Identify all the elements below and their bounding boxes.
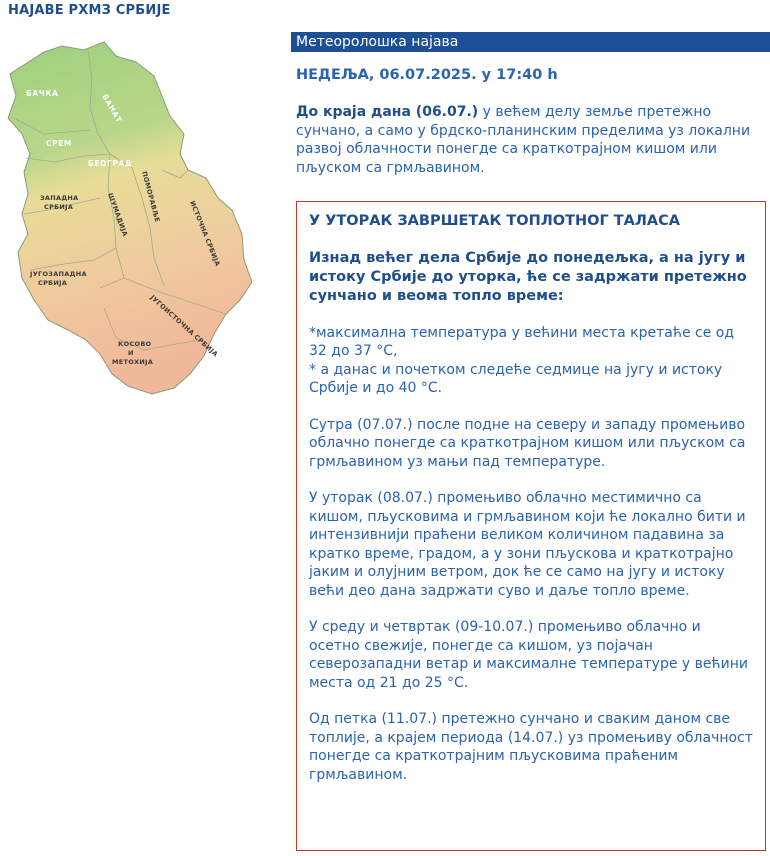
paragraph-friday: Од петка (11.07.) претежно сунчано и сваким даном све топлије, а крајем периода (14.07.) уз промењиву облачност понегде са краткотрајним пљусковима праћеним грмљавином.	[309, 711, 753, 783]
intro-bold: До краја дана (06.07.)	[296, 104, 479, 120]
region-label-jugozapadna-2: СРБИЈА	[38, 279, 68, 287]
region-label-backa: БАЧКА	[26, 89, 59, 98]
region-label-kosovo-2: И	[128, 349, 134, 357]
serbia-region-map[interactable]	[4, 38, 272, 398]
region-label-kosovo-1: КОСОВО	[118, 340, 152, 348]
bullet-1: *максимална температура у већини места кретаће се од 32 до 37 °C,	[309, 324, 735, 359]
region-label-kosovo-3: МЕТОХИЈА	[112, 358, 154, 366]
warning-heading: У УТОРАК ЗАВРШЕТАК ТОПЛОТНОГ ТАЛАСА	[309, 213, 681, 229]
region-label-jugoistocna: ЈУГОИСТОЧНА СРБИЈА	[148, 293, 220, 359]
bullet-2: * а данас и почетком следеће седмице на југу и истоку Србије и до 40 °C.	[309, 361, 723, 396]
region-label-jugozapadna-1: ЈУГОЗАПАДНА	[30, 270, 87, 278]
paragraph-tomorrow: Сутра (07.07.) после подне на северу и западу промењиво облачно понегде са краткотрајном кишом или пљуском са грмљавином уз мањи пад температуре.	[309, 416, 746, 470]
warning-subheading: Изнад већег дела Србије до понедељка, а на југу и истоку Србије до уторка, ће се задржати претежно сунчано и веома топло време:	[309, 249, 747, 304]
page-title: НАЈАВЕ РХМЗ СРБИЈЕ	[8, 3, 171, 18]
region-label-istocna: ИСТОЧНА СРБИЈА	[188, 199, 222, 268]
region-label-zapadna-2: СРБИЈА	[44, 203, 74, 211]
forecast-intro	[296, 103, 768, 177]
forecast-datetime: НЕДЕЉА, 06.07.2025. у 17:40 h	[296, 67, 558, 83]
section-title-bar: Метеоролошка најава	[291, 32, 770, 52]
temperature-bullets	[309, 324, 755, 398]
region-label-srem: СРЕМ	[46, 139, 72, 148]
paragraph-tuesday: У уторак (08.07.) промењиво облачно местимично са кишом, пљусковима и грмљавином који ће локално бити и интензивнији праћени великом количином падавина за кратко време, градом, а у зони пљускова и краткотрајно јаким и олујним ветром, док ће се само на југу и истоку већи део дана задржати суво и даље топло време.	[309, 490, 746, 599]
forecast-column	[291, 32, 770, 177]
serbia-map-svg	[4, 38, 272, 398]
region-label-sumadija: ШУМАДИЈА	[106, 191, 130, 238]
region-label-pomoravlje: ПОМОРАВЉЕ	[140, 170, 162, 224]
warning-box	[296, 201, 766, 851]
region-label-beograd: БЕОГРАД	[88, 159, 133, 168]
intro-text: у већем делу земље претежно сунчано, а само у брдско-планинским пределима уз локални развој облачности понегде са краткотрајном кишом или пљуском са грмљавином.	[296, 104, 751, 176]
region-label-zapadna-1: ЗАПАДНА	[40, 194, 79, 202]
paragraph-wed-thu: У среду и четвртак (09-10.07.) промењиво облачно и осетно свежије, понегде са кишом, уз појачан северозападни ветар и максималне температуре у већини места од 21 до 25 °C.	[309, 619, 748, 691]
region-label-banat: БАНАТ	[100, 92, 124, 125]
